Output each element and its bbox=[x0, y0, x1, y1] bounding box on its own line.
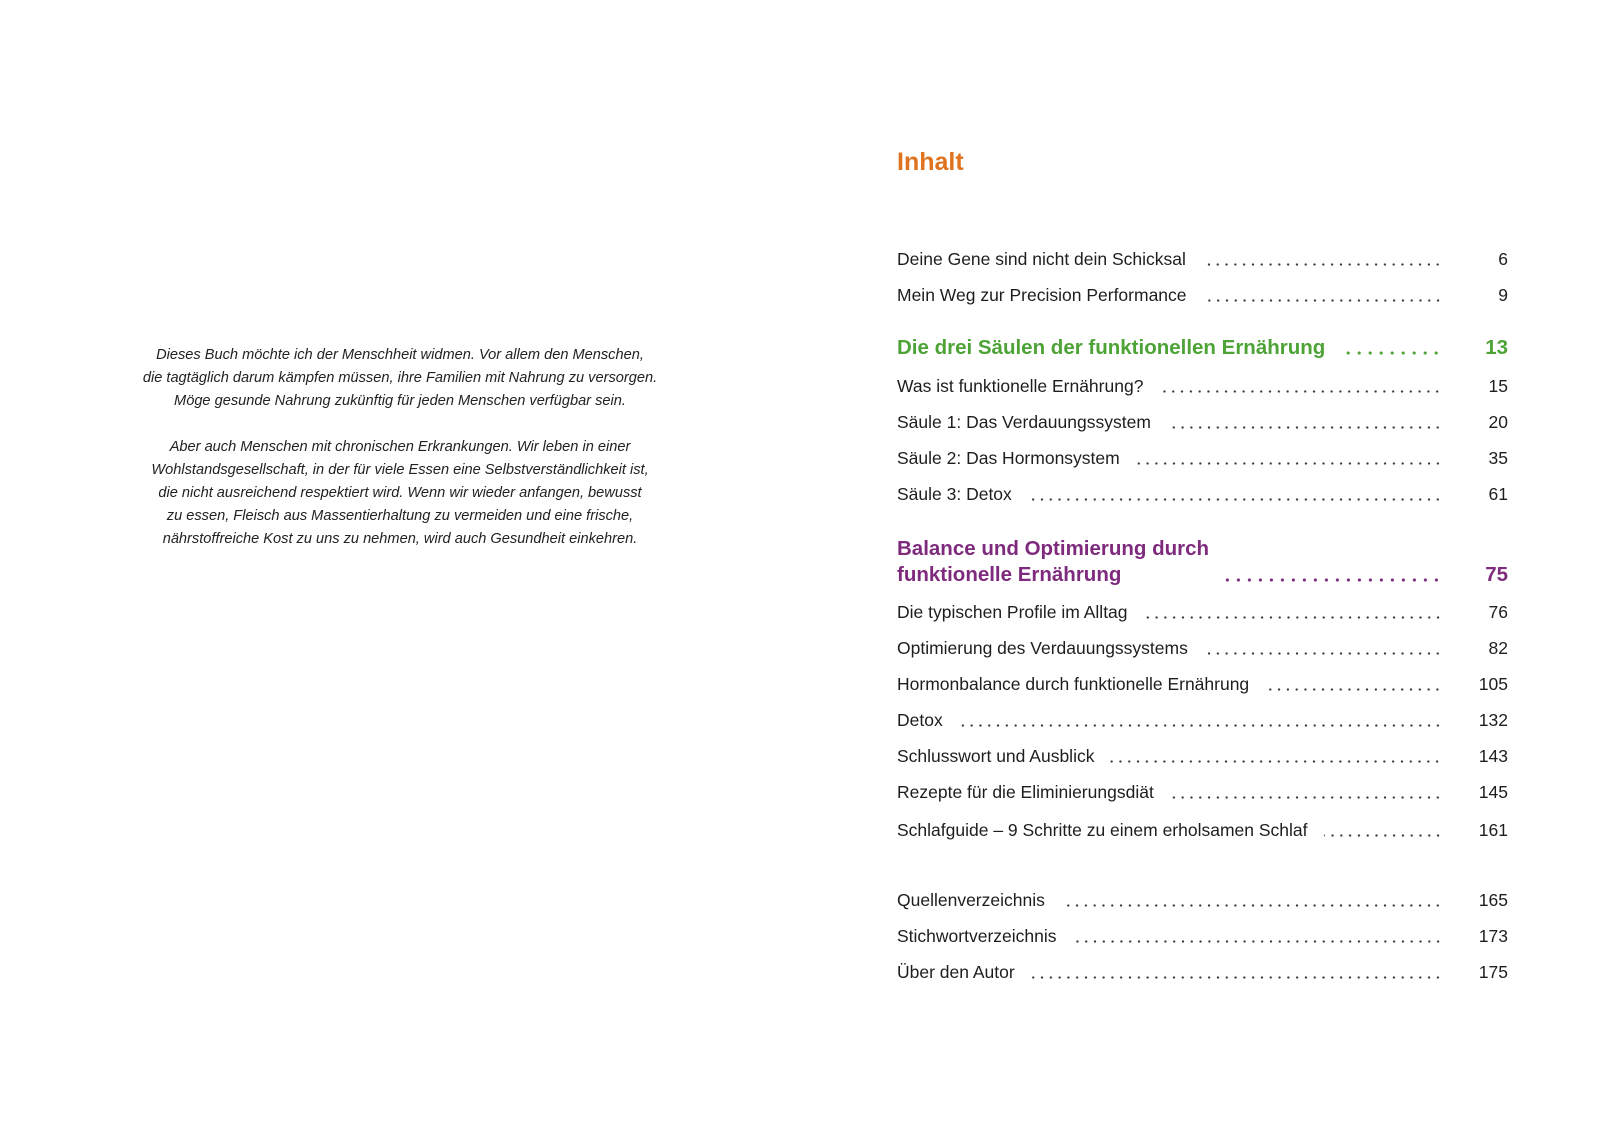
toc-entry[interactable] bbox=[897, 672, 1508, 696]
toc-entry-page: 61 bbox=[1488, 484, 1508, 504]
dot-leader bbox=[1324, 834, 1442, 837]
toc-entry[interactable] bbox=[897, 960, 1508, 984]
toc-title: Inhalt bbox=[897, 148, 964, 176]
dedication-line: die tagtäglich darum kämpfen müssen, ihre Familien mit Nahrung zu versorgen. bbox=[142, 370, 658, 386]
dedication-paragraph-1 bbox=[100, 344, 700, 413]
dot-leader bbox=[1136, 462, 1442, 465]
toc-section-page: 75 bbox=[1485, 563, 1508, 586]
toc-entry[interactable] bbox=[897, 744, 1508, 768]
toc-section-label bbox=[897, 536, 1209, 588]
dedication-line: Wohlstandsgesellschaft, in der für viele Essen eine Selbstverständlichkeit ist, bbox=[151, 462, 649, 478]
toc-entry-label: Detox bbox=[897, 710, 943, 730]
dot-leader bbox=[1202, 263, 1442, 266]
toc-entry[interactable] bbox=[897, 818, 1508, 842]
toc-entry[interactable] bbox=[897, 247, 1508, 271]
toc-entry-label: Stichwortverzeichnis bbox=[897, 926, 1057, 946]
dedication-text bbox=[100, 344, 700, 551]
toc-entry-label: Rezepte für die Eliminierungsdiät bbox=[897, 782, 1154, 802]
toc-entry-label: Über den Autor bbox=[897, 962, 1015, 982]
toc-entry-page: 9 bbox=[1498, 285, 1508, 305]
toc-entry-label: Schlusswort und Ausblick bbox=[897, 746, 1095, 766]
toc-entry-page: 173 bbox=[1478, 926, 1508, 946]
toc-entry[interactable] bbox=[897, 600, 1508, 624]
toc-entry-label: Hormonbalance durch funktionelle Ernährung bbox=[897, 674, 1250, 694]
toc-section-page: 13 bbox=[1485, 336, 1508, 359]
dot-leader bbox=[1170, 796, 1442, 799]
toc-entry-page: 132 bbox=[1478, 710, 1508, 730]
dot-leader bbox=[1167, 426, 1442, 429]
dot-leader bbox=[1225, 578, 1442, 582]
toc-entry-page: 105 bbox=[1478, 674, 1508, 694]
toc-entry-page: 20 bbox=[1488, 412, 1508, 432]
toc-entry-label: Säule 2: Das Hormonsystem bbox=[897, 448, 1120, 468]
toc-entry-label: Schlafguide – 9 Schritte zu einem erholsamen Schlaf bbox=[897, 820, 1308, 840]
toc-entry-page: 15 bbox=[1488, 376, 1508, 396]
dot-leader bbox=[1341, 351, 1442, 355]
dedication-line: Dieses Buch möchte ich der Menschheit widmen. Vor allem den Menschen, bbox=[156, 347, 644, 363]
dedication-line: Aber auch Menschen mit chronischen Erkrankungen. Wir leben in einer bbox=[169, 439, 631, 455]
dedication-paragraph-2 bbox=[100, 436, 700, 551]
toc-entry[interactable] bbox=[897, 888, 1508, 912]
dot-leader bbox=[959, 724, 1442, 727]
toc-entry-page: 165 bbox=[1478, 890, 1508, 910]
toc-entry-page: 161 bbox=[1478, 820, 1508, 840]
dot-leader bbox=[1028, 498, 1442, 501]
toc-entry-label: Optimierung des Verdauungssystems bbox=[897, 638, 1188, 658]
toc-entry[interactable] bbox=[897, 446, 1508, 470]
dedication-line: die nicht ausreichend respektiert wird. Wenn wir wieder anfangen, bewusst bbox=[158, 485, 642, 501]
table-of-contents bbox=[897, 0, 1508, 1129]
toc-entry[interactable] bbox=[897, 283, 1508, 307]
toc-entry-page: 76 bbox=[1488, 602, 1508, 622]
toc-section-label-line: funktionelle Ernährung bbox=[897, 563, 1122, 586]
dot-leader bbox=[1203, 299, 1442, 302]
dot-leader bbox=[1144, 616, 1442, 619]
toc-entry-page: 82 bbox=[1488, 638, 1508, 658]
dot-leader bbox=[1159, 390, 1442, 393]
toc-entry-label: Säule 1: Das Verdauungssystem bbox=[897, 412, 1151, 432]
dot-leader bbox=[1061, 904, 1442, 907]
toc-entry-page: 35 bbox=[1488, 448, 1508, 468]
toc-entry[interactable] bbox=[897, 410, 1508, 434]
dot-leader bbox=[1265, 688, 1442, 691]
dot-leader bbox=[1204, 652, 1442, 655]
dot-leader bbox=[1073, 940, 1443, 943]
toc-entry[interactable] bbox=[897, 374, 1508, 398]
toc-entry-page: 145 bbox=[1478, 782, 1508, 802]
toc-entry-label: Quellenverzeichnis bbox=[897, 890, 1045, 910]
dedication-line: nährstoffreiche Kost zu uns zu nehmen, wird auch Gesundheit einkehren. bbox=[162, 531, 638, 547]
toc-section-label: Die drei Säulen der funktionellen Ernährung bbox=[897, 336, 1326, 359]
toc-section-heading[interactable] bbox=[897, 335, 1508, 361]
toc-entry-page: 175 bbox=[1478, 962, 1508, 982]
toc-section-label-line: Balance und Optimierung durch bbox=[897, 537, 1210, 560]
toc-entry-page: 6 bbox=[1498, 249, 1508, 269]
toc-entry-page: 143 bbox=[1478, 746, 1508, 766]
toc-entry[interactable] bbox=[897, 482, 1508, 506]
toc-entry-label: Mein Weg zur Precision Performance bbox=[897, 285, 1187, 305]
toc-entry-label: Die typischen Profile im Alltag bbox=[897, 602, 1128, 622]
dot-leader bbox=[1031, 976, 1442, 979]
dedication-line: Möge gesunde Nahrung zukünftig für jeden Menschen verfügbar sein. bbox=[174, 393, 626, 409]
toc-entry[interactable] bbox=[897, 708, 1508, 732]
dedication-line: zu essen, Fleisch aus Massentierhaltung zu vermeiden und eine frische, bbox=[166, 508, 634, 524]
toc-entry[interactable] bbox=[897, 636, 1508, 660]
toc-entry[interactable] bbox=[897, 780, 1508, 804]
toc-entry[interactable] bbox=[897, 924, 1508, 948]
toc-entry-label: Was ist funktionelle Ernährung? bbox=[897, 376, 1144, 396]
toc-section-heading[interactable] bbox=[897, 536, 1508, 588]
toc-entry-label: Deine Gene sind nicht dein Schicksal bbox=[897, 249, 1186, 269]
dot-leader bbox=[1110, 760, 1442, 763]
toc-entry-label: Säule 3: Detox bbox=[897, 484, 1012, 504]
